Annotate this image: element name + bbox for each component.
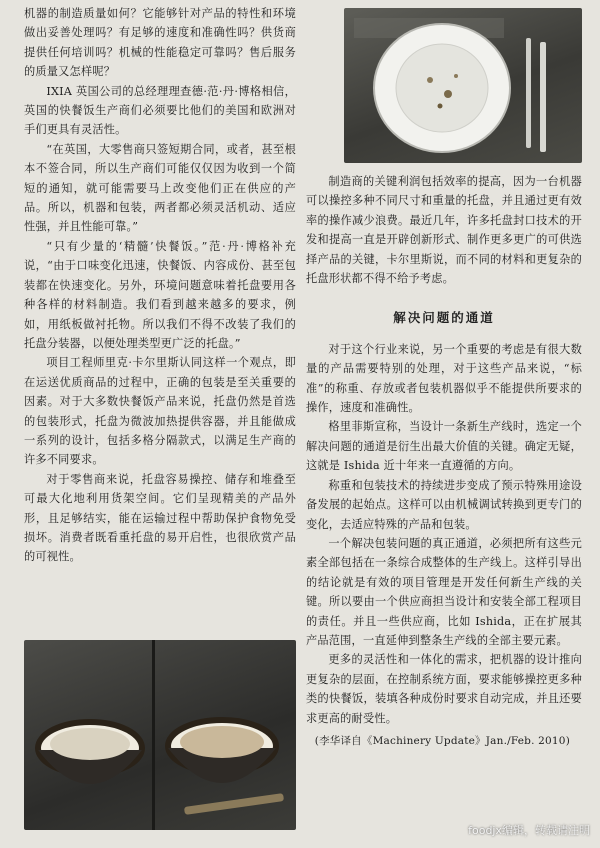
watermark: foodjx编辑，转载请注明 [468, 824, 590, 837]
paragraph: 机器的制造质量如何？它能够针对产品的特性和环境做出妥善处理吗？有足够的速度和准确性吗？供货商提供任何培训吗？机械的性能稳定可靠吗？售后服务的质量又怎样呢？ [24, 7, 296, 79]
source-citation: (李华译自《Machinery Update》Jan./Feb. 2010) [314, 734, 570, 747]
left-column [24, 4, 296, 567]
plate-photo [344, 8, 582, 163]
paragraph: IXIA 英国公司的总经理理查德·范·丹·博格相信，英国的快餐饭生产商们必须要比他们的美国和欧洲对手们更具有灵活性。 [24, 84, 296, 137]
paragraph: “在英国，大零售商只签短期合同，或者，甚至根本不签合同，所以生产商们可能仅仅因为收到一个简短的通知，就可能需要马上改变他们正在供应的产品。所以，机器和包装，两者都必须灵活机动、适应性强，并且性能可靠。” [24, 142, 296, 234]
paragraph: 制造商的关键利润包括效率的提高，因为一台机器可以操控多种不同尺寸和重量的托盘，并且通过更有效率的操作减少浪费。最近几年，许多托盘封口技术的开发和提高一直是开辟创新形式、制作更多更广的可供选择产品的关键，卡尔里斯说，而不同的材料和更复杂的托盘形状都不得不给予考虑。 [306, 175, 582, 286]
paragraph: 项目工程师里克·卡尔里斯认同这样一个观点，即在运送优质商品的过程中，正确的包装是至关重要的因素。对于大多数快餐饭产品来说，托盘仍然是首选的包装形式，托盘为微波加热提供容器，并且能做成一系列的设计，包括多格分隔款式，以满足生产商的许多不同要求。 [24, 356, 296, 467]
paragraph: 更多的灵活性和一体化的需求，把机器的设计推向更复杂的层面，在控制系统方面，要求能够操控更多种类的快餐饭，装填各种成份时要求自动完成，并且还要求更高的耐受性。 [306, 653, 582, 725]
bowls-photo [24, 640, 296, 830]
paragraph: 对于这个行业来说，另一个重要的考虑是有很大数量的产品需要特别的处理，对于这些产品来说，“标准”的称重、存放或者包装机器似乎不能提供所要求的操作，速度和准确性。 [306, 342, 582, 415]
bowls-illustration [24, 640, 296, 830]
paragraph: “只有少量的‘精髓’快餐饭。”范·丹·博格补充说，“由于口味变化迅速，快餐饭、内容成份、甚至包装都在快速变化。另外，环境问题意味着托盘要用各种各样的材料制造。我们看到越来越多的要求，例如，用纸板做衬托物。所以我们不得不改装了我们的托盘分装器，以便处理类型更广泛的托盘。” [24, 239, 296, 350]
paragraph: 对于零售商来说，托盘容易操控、储存和堆叠至可最大化地利用货架空间。它们呈现精美的产品外形，且足够结实，能在运输过程中帮助保护食物免受损坏。消费者既看重托盘的易开启性，也很欣赏产品的可视性。 [24, 472, 296, 564]
section-heading: 解决问题的通道 [393, 310, 495, 326]
paragraph: 一个解决包装问题的真正通道，必须把所有这些元素全部包括在一条综合成整体的生产线上。这样引导出的结论就是有效的项目管理是开发任何新生产线的关键。所以要由一个供应商担当设计和安装全部工程项目的责任。并且一些供应商，比如 Ishida，正在扩展其产品范围，一直延伸到整条生产线的全部主要元素。 [306, 536, 582, 647]
paragraph: 格里菲斯宣称，当设计一条新生产线时，选定一个解决问题的通道是衍生出最大价值的关键。确定无疑，这就是 Ishida 近十年来一直遵循的方向。 [306, 420, 582, 473]
plate-illustration [344, 8, 582, 163]
right-column [306, 172, 582, 751]
paragraph: 称重和包装技术的持续进步变成了预示特殊用途设备发展的起始点。这样可以由机械调试转换到更专门的变化，去适应特殊的产品和包装。 [306, 478, 582, 531]
